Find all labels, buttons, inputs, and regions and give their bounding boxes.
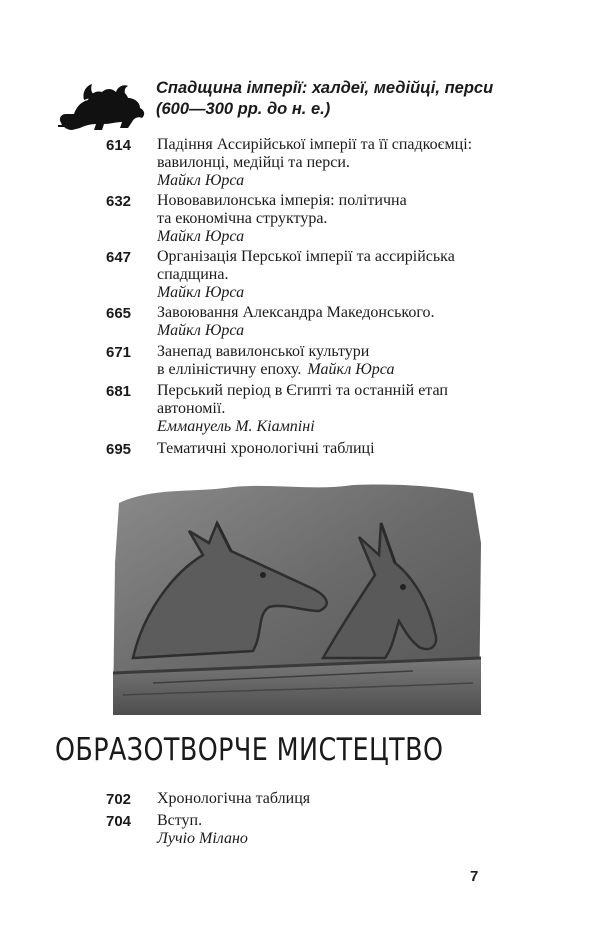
toc-entry-title: вавилонці, медійці та перси. — [157, 154, 350, 171]
toc-entry-title: Падіння Ассирійської імперії та її спадкоємці: — [157, 136, 473, 153]
art-section-title: ОБРАЗОТВОРЧЕ МИСТЕЦТВО — [55, 732, 444, 768]
toc-entry-title: Завоювання Александра Македонського. — [157, 304, 435, 321]
toc-entry-author: Майкл Юрса — [157, 322, 245, 339]
toc-page-number: 695 — [106, 441, 132, 458]
toc-entry-title: та економічна структура. — [157, 210, 328, 227]
toc-entry-author: Майкл Юрса — [157, 228, 245, 245]
section-title-line1: Спадщина імперії: халдеї, медійці, перси — [156, 79, 494, 97]
toc-entry-title: в елліністичну епоху. — [157, 361, 302, 378]
toc-entry-author: Еммануель М. Кіампіні — [157, 418, 315, 435]
toc-entry-author: Майкл Юрса — [157, 172, 245, 189]
toc-entry-author: Майкл Юрса — [307, 361, 395, 378]
section-title-line2: (600—300 рр. до н. е.) — [156, 100, 331, 118]
toc-entry-title: Організація Перської імперії та ассирійська — [157, 248, 455, 265]
toc-entry-title: спадщина. — [157, 266, 229, 283]
section-heading — [156, 78, 576, 120]
toc-page-number: 704 — [106, 813, 132, 830]
toc-entry-title: автономії. — [157, 400, 226, 417]
toc-page-number: 647 — [106, 249, 132, 266]
toc-page-number: 614 — [106, 137, 132, 154]
toc-page-number: 665 — [106, 305, 132, 322]
toc-page-number: 671 — [106, 344, 132, 361]
winged-lion-emblem-icon — [54, 80, 150, 136]
toc-page-number: 702 — [106, 791, 132, 808]
toc-entry-title: Занепад вавилонської культури — [157, 343, 370, 360]
toc-entry-title: Тематичні хронологічні таблиці — [157, 440, 375, 457]
toc-entry-title: Вступ. — [157, 812, 203, 829]
toc-entry-title: Нововавилонська імперія: політична — [157, 192, 407, 209]
toc-page-number: 681 — [106, 383, 132, 400]
toc-entry-title: Хронологічна таблиця — [157, 790, 311, 807]
toc-page-number: 632 — [106, 193, 132, 210]
toc-entry-title: Перський період в Єгипті та останній етап — [157, 382, 448, 399]
toc-entry-author: Лучіо Мілано — [157, 830, 248, 847]
donkey-relief-photo-icon — [113, 483, 481, 715]
toc-entry-author: Майкл Юрса — [157, 284, 245, 301]
page-folio: 7 — [470, 868, 479, 885]
